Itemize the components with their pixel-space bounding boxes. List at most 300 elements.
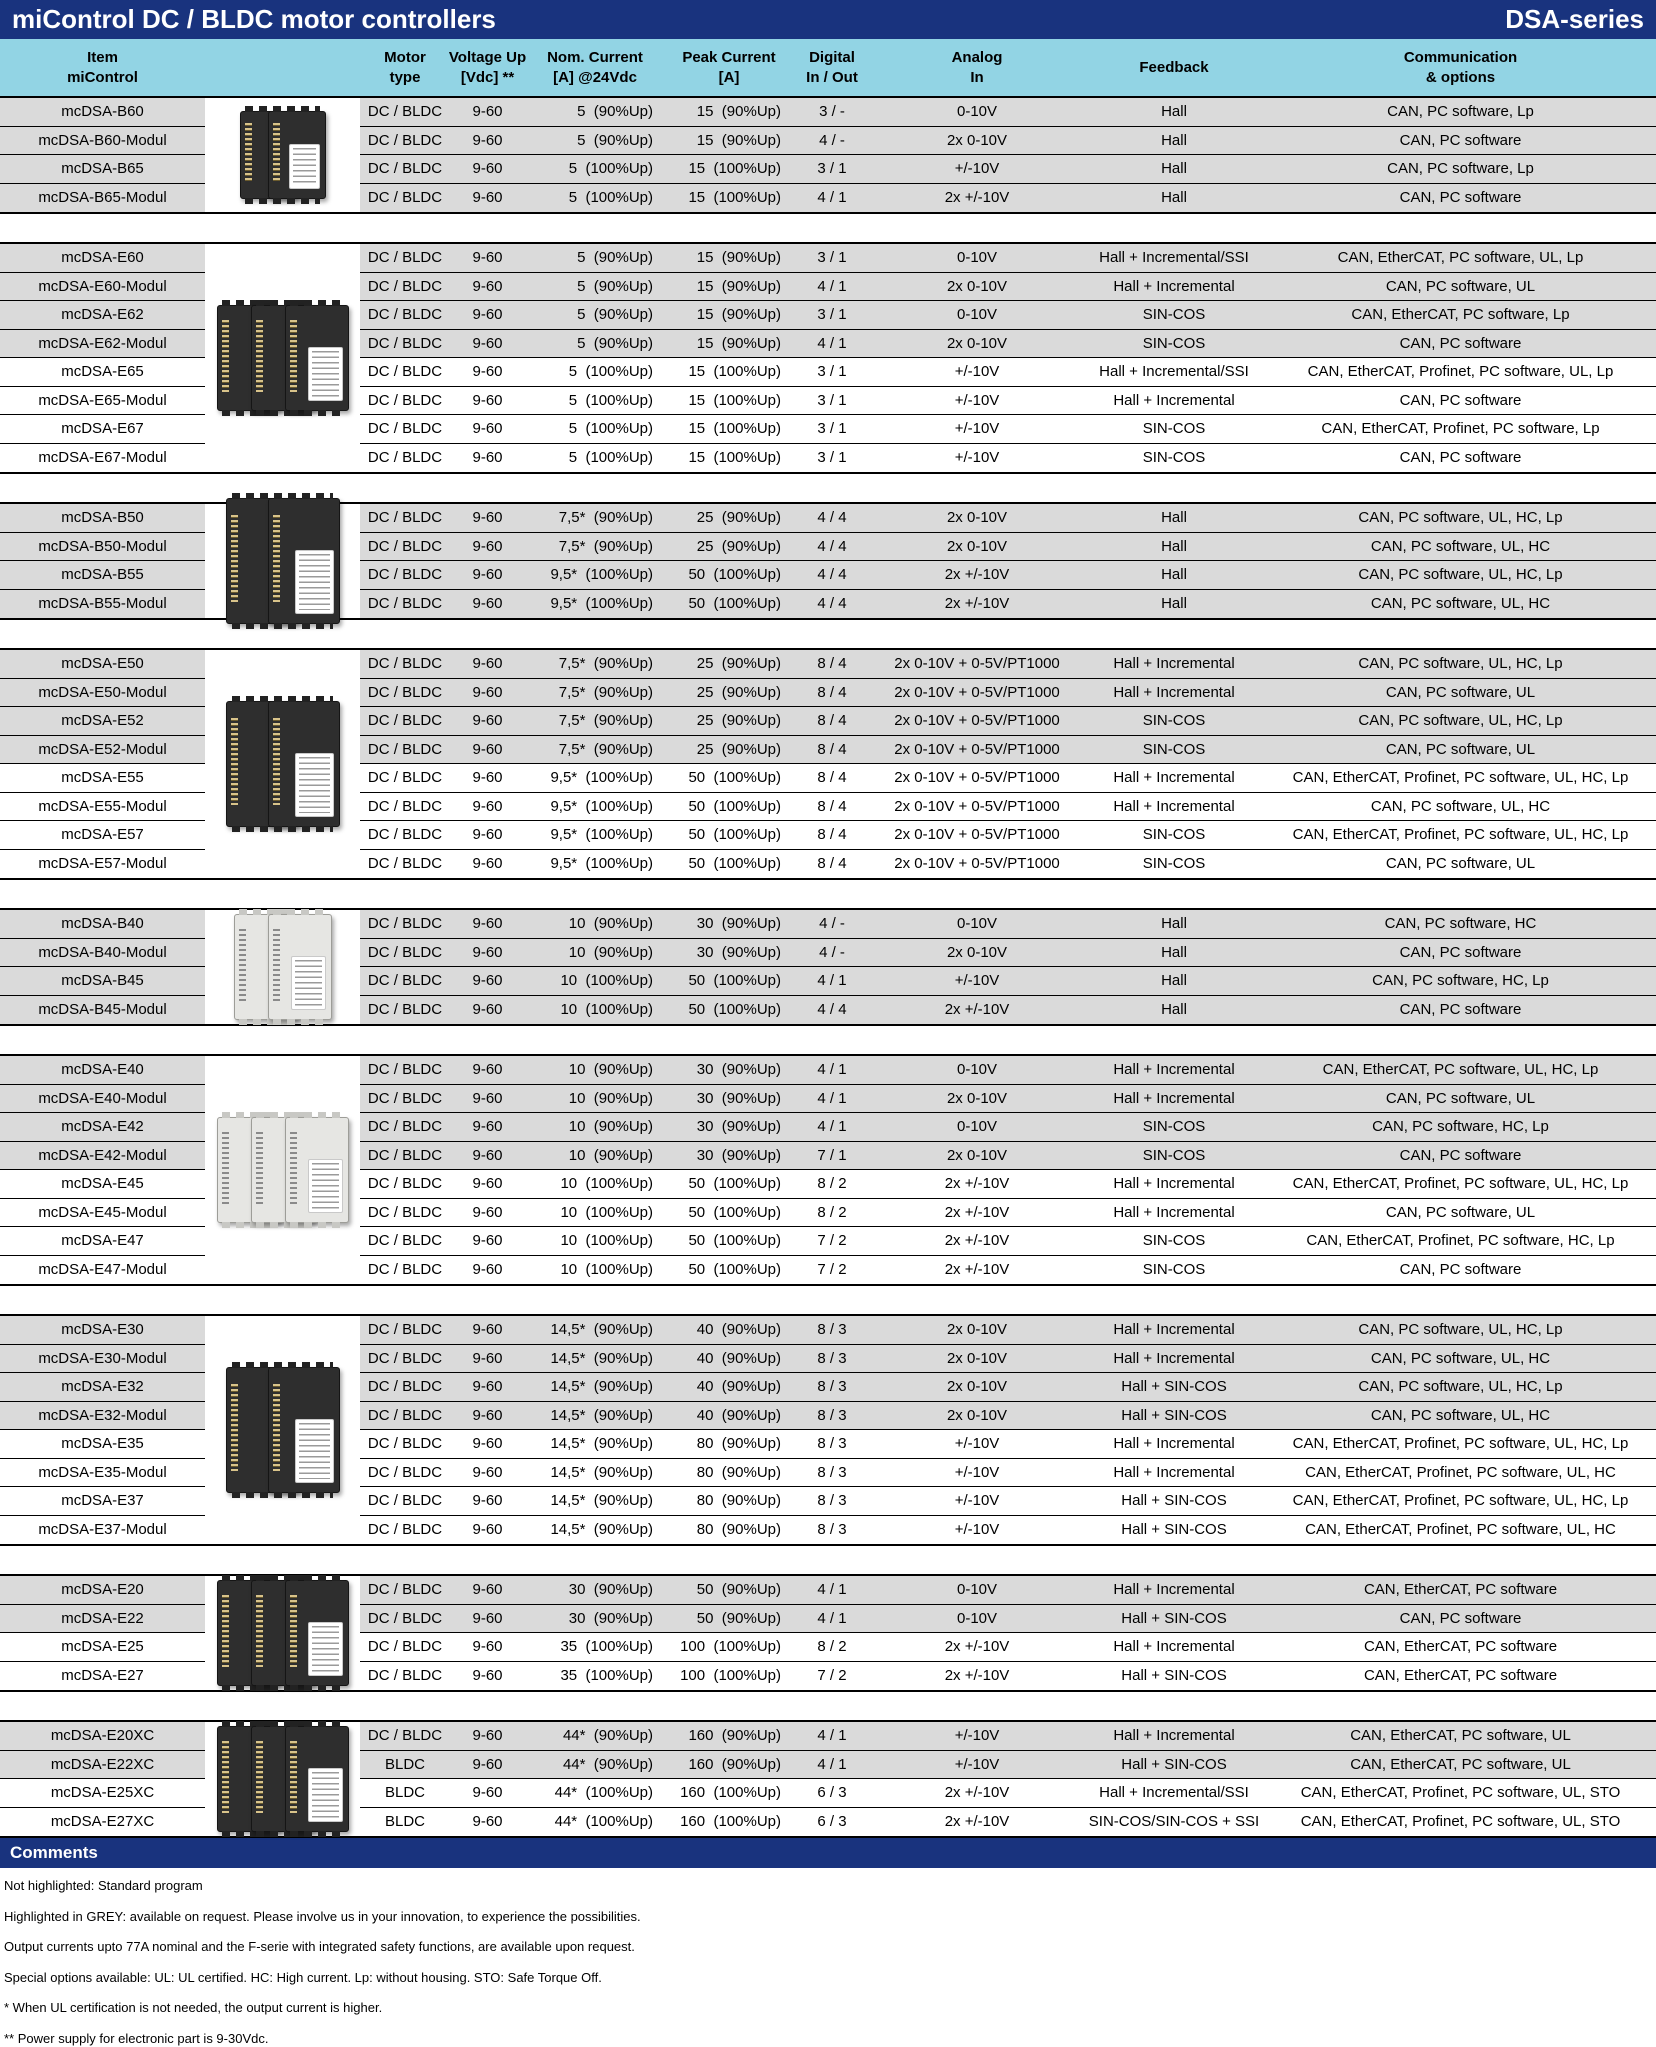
- cell-item: mcDSA-E22: [0, 1605, 205, 1634]
- cell-peak-current: 25 (90%Up): [665, 650, 793, 679]
- cell-voltage: 9-60: [450, 1605, 525, 1634]
- cell-motor-type: DC / BLDC: [360, 1085, 450, 1114]
- product-group: [0, 96, 1656, 214]
- cell-peak-current: 15 (100%Up): [688, 449, 781, 467]
- cell-feedback: Hall: [1083, 155, 1265, 184]
- cell-communication: CAN, PC software, Lp: [1265, 155, 1656, 184]
- cell-motor-type: BLDC: [360, 1779, 450, 1808]
- cell-peak-current: 80 (90%Up): [665, 1487, 793, 1516]
- cell-motor-type: DC / BLDC: [360, 1170, 450, 1199]
- product-photo-cell: [205, 910, 360, 1024]
- cell-motor-type: DC / BLDC: [360, 939, 450, 968]
- cell-communication: CAN, EtherCAT, PC software: [1265, 1576, 1656, 1605]
- cell-item: mcDSA-E25XC: [0, 1779, 205, 1808]
- cell-communication: CAN, PC software, UL, HC, Lp: [1265, 1373, 1656, 1402]
- cell-digital-io: 8 / 4: [793, 707, 871, 736]
- cell-communication: CAN, EtherCAT, PC software, UL: [1265, 1722, 1656, 1751]
- cell-motor-type: DC / BLDC: [360, 1402, 450, 1431]
- cell-communication: CAN, PC software, UL: [1265, 1085, 1656, 1114]
- comment-line: Special options available: UL: UL certified. HC: High current. Lp: without housing. STO: Safe Torque Off.: [4, 1969, 602, 1985]
- cell-digital-io: 4 / 1: [793, 273, 871, 302]
- cell-voltage: 9-60: [450, 679, 525, 708]
- cell-motor-type: DC / BLDC: [360, 764, 450, 793]
- cell-analog-in: +/-10V: [871, 1487, 1083, 1516]
- cell-feedback: Hall + Incremental: [1083, 1056, 1265, 1085]
- cell-communication: CAN, PC software, Lp: [1265, 98, 1656, 127]
- cell-analog-in: 2x 0-10V: [871, 1373, 1083, 1402]
- cell-analog-in: +/-10V: [871, 1459, 1083, 1488]
- cell-analog-in: 2x 0-10V + 0-5V/PT1000: [871, 736, 1083, 765]
- cell-communication: CAN, EtherCAT, Profinet, PC software, UL, Lp: [1265, 358, 1656, 387]
- cell-feedback: SIN-COS: [1083, 330, 1265, 359]
- cell-feedback: Hall: [1083, 98, 1265, 127]
- cell-analog-in: 2x +/-10V: [871, 561, 1083, 590]
- cell-feedback: Hall + Incremental: [1083, 1576, 1265, 1605]
- cell-nom-current: 7,5* (90%Up): [525, 650, 665, 679]
- cell-feedback: Hall: [1083, 996, 1265, 1025]
- cell-analog-in: +/-10V: [871, 1430, 1083, 1459]
- column-header-row: [0, 39, 1656, 96]
- cell-analog-in: 2x +/-10V: [871, 1199, 1083, 1228]
- cell-digital-io: 4 / -: [793, 127, 871, 156]
- comment-line: ** Power supply for electronic part is 9-30Vdc.: [4, 2030, 269, 2046]
- cell-item: mcDSA-E67: [0, 415, 205, 444]
- cell-analog-in: 2x 0-10V + 0-5V/PT1000: [871, 764, 1083, 793]
- product-photo: [234, 914, 332, 1020]
- cell-digital-io: 8 / 3: [793, 1373, 871, 1402]
- cell-nom-current: 9,5* (100%Up): [525, 590, 665, 619]
- cell-voltage: 9-60: [450, 650, 525, 679]
- cell-nom-current: 5 (90%Up): [525, 330, 665, 359]
- cell-voltage: 9-60: [472, 1521, 503, 1539]
- cell-item: mcDSA-B45: [0, 967, 205, 996]
- column-header: Digital In / Out: [806, 48, 858, 86]
- cell-motor-type: DC / BLDC: [367, 1261, 443, 1279]
- cell-nom-current: 35 (100%Up): [560, 1667, 653, 1685]
- cell-digital-io: 4 / 1: [793, 1576, 871, 1605]
- cell-digital-io: 8 / 3: [793, 1345, 871, 1374]
- cell-peak-current: 50 (100%Up): [665, 1227, 793, 1256]
- comments-section: [0, 1868, 1656, 2046]
- cell-analog-in: 2x 0-10V: [871, 127, 1083, 156]
- cell-feedback: Hall + SIN-COS: [1083, 1402, 1265, 1431]
- cell-feedback: Hall: [1083, 910, 1265, 939]
- cell-feedback: Hall + Incremental: [1083, 273, 1265, 302]
- cell-peak-current: 50 (100%Up): [665, 561, 793, 590]
- cell-item: mcDSA-E60-Modul: [0, 273, 205, 302]
- product-photo: [240, 111, 326, 199]
- cell-voltage: 9-60: [450, 1576, 525, 1605]
- cell-peak-current: 25 (90%Up): [665, 533, 793, 562]
- cell-motor-type: DC / BLDC: [360, 821, 450, 850]
- cell-nom-current: 14,5* (90%Up): [525, 1430, 665, 1459]
- cell-item: mcDSA-E50-Modul: [0, 679, 205, 708]
- cell-peak-current: 40 (90%Up): [665, 1345, 793, 1374]
- cell-analog-in: 2x 0-10V: [871, 504, 1083, 533]
- cell-communication: CAN, PC software: [1399, 449, 1522, 467]
- cell-motor-type: DC / BLDC: [360, 590, 450, 619]
- cell-nom-current: 9,5* (100%Up): [550, 855, 653, 873]
- cell-voltage: 9-60: [450, 184, 525, 213]
- cell-analog-in: 2x +/-10V: [944, 1667, 1010, 1685]
- cell-communication: CAN, PC software, HC, Lp: [1265, 1113, 1656, 1142]
- cell-peak-current: 25 (90%Up): [665, 736, 793, 765]
- cell-analog-in: 2x 0-10V: [871, 273, 1083, 302]
- cell-item: mcDSA-E42: [0, 1113, 205, 1142]
- cell-motor-type: DC / BLDC: [360, 1113, 450, 1142]
- cell-item: mcDSA-E27: [61, 1667, 144, 1685]
- cell-voltage: 9-60: [450, 273, 525, 302]
- cell-motor-type: BLDC: [384, 1813, 425, 1831]
- cell-nom-current: 30 (90%Up): [525, 1605, 665, 1634]
- cell-communication: CAN, PC software, UL: [1265, 273, 1656, 302]
- cell-voltage: 9-60: [450, 387, 525, 416]
- cell-voltage: 9-60: [450, 1113, 525, 1142]
- cell-communication: CAN, PC software: [1265, 1605, 1656, 1634]
- cell-peak-current: 50 (100%Up): [665, 793, 793, 822]
- cell-communication: CAN, PC software, UL, HC, Lp: [1265, 1316, 1656, 1345]
- cell-feedback: Hall + SIN-COS: [1121, 1521, 1227, 1539]
- cell-voltage: 9-60: [450, 1459, 525, 1488]
- cell-digital-io: 3 / 1: [817, 449, 847, 467]
- cell-feedback: Hall: [1083, 561, 1265, 590]
- cell-digital-io: 3 / 1: [793, 301, 871, 330]
- cell-nom-current: 10 (90%Up): [525, 1113, 665, 1142]
- product-photo: [217, 1580, 349, 1686]
- cell-digital-io: 8 / 3: [793, 1430, 871, 1459]
- cell-analog-in: 0-10V: [871, 301, 1083, 330]
- cell-peak-current: 15 (90%Up): [665, 301, 793, 330]
- cell-feedback: Hall: [1083, 590, 1265, 619]
- cell-item: mcDSA-E40: [0, 1056, 205, 1085]
- cell-communication: CAN, EtherCAT, Profinet, PC software, Lp: [1265, 415, 1656, 444]
- cell-analog-in: 2x 0-10V: [871, 939, 1083, 968]
- cell-analog-in: 2x 0-10V: [871, 533, 1083, 562]
- cell-motor-type: DC / BLDC: [367, 1521, 443, 1539]
- cell-voltage: 9-60: [450, 358, 525, 387]
- cell-motor-type: DC / BLDC: [360, 330, 450, 359]
- cell-digital-io: 4 / 1: [793, 1751, 871, 1780]
- cell-analog-in: 2x +/-10V: [871, 1227, 1083, 1256]
- cell-item: mcDSA-B40-Modul: [0, 939, 205, 968]
- cell-item: mcDSA-B55: [0, 561, 205, 590]
- cell-analog-in: 0-10V: [871, 98, 1083, 127]
- cell-peak-current: 160 (100%Up): [665, 1779, 793, 1808]
- product-photo-cell: [205, 1056, 360, 1284]
- cell-digital-io: 7 / 2: [817, 1261, 847, 1279]
- cell-digital-io: 4 / 1: [793, 1113, 871, 1142]
- cell-item: mcDSA-E45-Modul: [0, 1199, 205, 1228]
- cell-nom-current: 5 (90%Up): [525, 244, 665, 273]
- cell-communication: CAN, PC software, UL, HC: [1265, 590, 1656, 619]
- cell-voltage: 9-60: [450, 244, 525, 273]
- cell-feedback: Hall: [1083, 533, 1265, 562]
- cell-voltage: 9-60: [450, 1316, 525, 1345]
- cell-digital-io: 8 / 4: [793, 650, 871, 679]
- cell-feedback: Hall: [1083, 127, 1265, 156]
- cell-nom-current: 44* (100%Up): [554, 1813, 653, 1831]
- cell-motor-type: DC / BLDC: [360, 1199, 450, 1228]
- cell-item: mcDSA-E47: [0, 1227, 205, 1256]
- cell-nom-current: 14,5* (90%Up): [525, 1402, 665, 1431]
- product-group: [0, 1720, 1656, 1838]
- cell-analog-in: 2x +/-10V: [871, 1779, 1083, 1808]
- cell-motor-type: DC / BLDC: [360, 1459, 450, 1488]
- cell-nom-current: 7,5* (90%Up): [525, 533, 665, 562]
- cell-voltage: 9-60: [450, 764, 525, 793]
- column-header: Feedback: [1139, 58, 1209, 76]
- cell-nom-current: 14,5* (90%Up): [525, 1459, 665, 1488]
- column-header: Communication & options: [1403, 48, 1518, 86]
- cell-nom-current: 10 (90%Up): [525, 1056, 665, 1085]
- cell-feedback: Hall + SIN-COS: [1083, 1605, 1265, 1634]
- cell-feedback: Hall + Incremental: [1083, 1345, 1265, 1374]
- cell-voltage: 9-60: [450, 1142, 525, 1171]
- cell-nom-current: 10 (90%Up): [525, 1142, 665, 1171]
- product-photo: [226, 498, 340, 624]
- cell-nom-current: 14,5* (90%Up): [550, 1521, 653, 1539]
- cell-item: mcDSA-E65-Modul: [0, 387, 205, 416]
- cell-motor-type: DC / BLDC: [360, 1345, 450, 1374]
- cell-peak-current: 100 (100%Up): [665, 1633, 793, 1662]
- cell-analog-in: 2x +/-10V: [871, 184, 1083, 213]
- cell-digital-io: 8 / 4: [793, 793, 871, 822]
- cell-analog-in: 2x +/-10V: [944, 1261, 1010, 1279]
- cell-digital-io: 8 / 3: [817, 1521, 847, 1539]
- cell-feedback: Hall + Incremental: [1083, 387, 1265, 416]
- cell-peak-current: 15 (100%Up): [665, 184, 793, 213]
- cell-communication: CAN, EtherCAT, Profinet, PC software, UL, HC, Lp: [1265, 1170, 1656, 1199]
- cell-item: mcDSA-E57-Modul: [38, 855, 167, 873]
- cell-motor-type: DC / BLDC: [360, 273, 450, 302]
- cell-motor-type: DC / BLDC: [360, 127, 450, 156]
- product-photo: [217, 305, 349, 411]
- cell-feedback: Hall + Incremental: [1083, 793, 1265, 822]
- cell-motor-type: DC / BLDC: [360, 1142, 450, 1171]
- cell-item: mcDSA-E60: [0, 244, 205, 273]
- cell-motor-type: DC / BLDC: [360, 1722, 450, 1751]
- cell-nom-current: 5 (100%Up): [525, 358, 665, 387]
- cell-communication: CAN, PC software, UL: [1265, 679, 1656, 708]
- cell-peak-current: 50 (100%Up): [665, 1170, 793, 1199]
- title-bar: [0, 0, 1656, 39]
- cell-digital-io: 4 / 1: [793, 1722, 871, 1751]
- cell-voltage: 9-60: [472, 1813, 503, 1831]
- cell-item: mcDSA-E27XC: [50, 1813, 155, 1831]
- cell-peak-current: 25 (90%Up): [665, 504, 793, 533]
- cell-analog-in: 2x 0-10V + 0-5V/PT1000: [894, 855, 1060, 873]
- cell-voltage: 9-60: [450, 155, 525, 184]
- cell-nom-current: 7,5* (90%Up): [525, 736, 665, 765]
- cell-feedback: SIN-COS: [1142, 1261, 1206, 1279]
- cell-digital-io: 8 / 4: [793, 736, 871, 765]
- cell-peak-current: 100 (100%Up): [680, 1667, 781, 1685]
- cell-nom-current: 7,5* (90%Up): [525, 504, 665, 533]
- column-header: Peak Current [A]: [682, 48, 776, 86]
- cell-communication: CAN, PC software: [1265, 330, 1656, 359]
- cell-voltage: 9-60: [450, 504, 525, 533]
- cell-communication: CAN, EtherCAT, Profinet, PC software, HC, Lp: [1265, 1227, 1656, 1256]
- cell-motor-type: DC / BLDC: [367, 1667, 443, 1685]
- cell-peak-current: 80 (90%Up): [696, 1521, 781, 1539]
- cell-communication: CAN, PC software: [1265, 127, 1656, 156]
- cell-item: mcDSA-E67-Modul: [38, 449, 167, 467]
- cell-item: mcDSA-E47-Modul: [38, 1261, 167, 1279]
- cell-communication: CAN, PC software, HC, Lp: [1265, 967, 1656, 996]
- cell-feedback: Hall + Incremental: [1083, 1430, 1265, 1459]
- cell-item: mcDSA-E55: [0, 764, 205, 793]
- cell-communication: CAN, EtherCAT, Profinet, PC software, UL, HC, Lp: [1265, 764, 1656, 793]
- cell-peak-current: 25 (90%Up): [665, 707, 793, 736]
- product-group: [0, 502, 1656, 620]
- cell-digital-io: 8 / 3: [793, 1487, 871, 1516]
- cell-communication: CAN, EtherCAT, Profinet, PC software, UL, HC: [1265, 1459, 1656, 1488]
- product-photo: [217, 1117, 349, 1223]
- cell-peak-current: 25 (90%Up): [665, 679, 793, 708]
- cell-item: mcDSA-E37: [0, 1487, 205, 1516]
- cell-peak-current: 50 (100%Up): [665, 967, 793, 996]
- product-group: [0, 908, 1656, 1026]
- cell-analog-in: +/-10V: [871, 1751, 1083, 1780]
- cell-feedback: Hall + SIN-COS: [1121, 1667, 1227, 1685]
- cell-nom-current: 5 (100%Up): [525, 387, 665, 416]
- column-header: Voltage Up [Vdc] **: [448, 48, 527, 86]
- cell-communication: CAN, EtherCAT, PC software: [1363, 1667, 1558, 1685]
- cell-digital-io: 8 / 4: [793, 821, 871, 850]
- cell-nom-current: 9,5* (100%Up): [525, 764, 665, 793]
- cell-nom-current: 10 (100%Up): [525, 1199, 665, 1228]
- cell-peak-current: 160 (90%Up): [665, 1751, 793, 1780]
- cell-item: mcDSA-E50: [0, 650, 205, 679]
- cell-feedback: Hall + Incremental: [1083, 1085, 1265, 1114]
- cell-nom-current: 7,5* (90%Up): [525, 679, 665, 708]
- cell-communication: CAN, PC software, UL, HC, Lp: [1265, 561, 1656, 590]
- cell-peak-current: 160 (90%Up): [665, 1722, 793, 1751]
- cell-item: mcDSA-E20: [0, 1576, 205, 1605]
- cell-peak-current: 40 (90%Up): [665, 1402, 793, 1431]
- cell-digital-io: 4 / 4: [793, 561, 871, 590]
- cell-feedback: Hall + Incremental: [1083, 1722, 1265, 1751]
- cell-feedback: Hall + Incremental: [1083, 679, 1265, 708]
- cell-digital-io: 3 / -: [793, 98, 871, 127]
- cell-peak-current: 50 (100%Up): [688, 855, 781, 873]
- cell-communication: CAN, EtherCAT, Profinet, PC software, UL, HC, Lp: [1265, 1430, 1656, 1459]
- cell-peak-current: 15 (90%Up): [665, 273, 793, 302]
- cell-analog-in: 2x 0-10V: [871, 330, 1083, 359]
- cell-nom-current: 10 (90%Up): [525, 939, 665, 968]
- column-header: Analog In: [951, 48, 1003, 86]
- cell-communication: CAN, PC software, UL, HC, Lp: [1265, 650, 1656, 679]
- cell-nom-current: 10 (90%Up): [525, 910, 665, 939]
- comments-header: [0, 1838, 1656, 1868]
- cell-peak-current: 50 (90%Up): [665, 1576, 793, 1605]
- cell-digital-io: 3 / 1: [793, 155, 871, 184]
- cell-peak-current: 50 (100%Up): [665, 764, 793, 793]
- cell-digital-io: 6 / 3: [793, 1779, 871, 1808]
- cell-peak-current: 40 (90%Up): [665, 1373, 793, 1402]
- cell-digital-io: 7 / 1: [793, 1142, 871, 1171]
- cell-motor-type: DC / BLDC: [360, 1373, 450, 1402]
- product-photo-cell: [205, 1316, 360, 1544]
- cell-communication: CAN, EtherCAT, Profinet, PC software, UL, HC, Lp: [1265, 1487, 1656, 1516]
- cell-item: mcDSA-E32-Modul: [0, 1402, 205, 1431]
- cell-analog-in: +/-10V: [871, 155, 1083, 184]
- cell-feedback: SIN-COS: [1083, 1142, 1265, 1171]
- cell-peak-current: 15 (100%Up): [665, 358, 793, 387]
- cell-peak-current: 30 (90%Up): [665, 1085, 793, 1114]
- cell-nom-current: 9,5* (100%Up): [525, 821, 665, 850]
- cell-feedback: SIN-COS: [1083, 1227, 1265, 1256]
- cell-feedback: Hall + SIN-COS: [1083, 1373, 1265, 1402]
- cell-feedback: SIN-COS/SIN-COS + SSI: [1088, 1813, 1260, 1831]
- cell-item: mcDSA-B60-Modul: [0, 127, 205, 156]
- product-photo-cell: [205, 1576, 360, 1690]
- cell-analog-in: 2x 0-10V + 0-5V/PT1000: [871, 821, 1083, 850]
- cell-analog-in: 2x 0-10V + 0-5V/PT1000: [871, 793, 1083, 822]
- cell-nom-current: 9,5* (100%Up): [525, 561, 665, 590]
- cell-analog-in: +/-10V: [871, 967, 1083, 996]
- cell-feedback: SIN-COS: [1142, 855, 1206, 873]
- cell-digital-io: 7 / 2: [817, 1667, 847, 1685]
- cell-analog-in: 2x +/-10V: [871, 1170, 1083, 1199]
- cell-nom-current: 10 (100%Up): [525, 967, 665, 996]
- cell-analog-in: 2x +/-10V: [871, 590, 1083, 619]
- cell-nom-current: 10 (100%Up): [525, 996, 665, 1025]
- cell-feedback: Hall + Incremental: [1083, 1316, 1265, 1345]
- cell-communication: CAN, PC software, UL: [1385, 855, 1536, 873]
- cell-feedback: SIN-COS: [1083, 1113, 1265, 1142]
- cell-feedback: Hall + Incremental/SSI: [1083, 244, 1265, 273]
- comment-line: Not highlighted: Standard program: [4, 1878, 203, 1893]
- cell-peak-current: 30 (90%Up): [665, 910, 793, 939]
- cell-item: mcDSA-E25: [0, 1633, 205, 1662]
- cell-voltage: 9-60: [450, 330, 525, 359]
- cell-analog-in: 2x 0-10V + 0-5V/PT1000: [871, 650, 1083, 679]
- cell-item: mcDSA-B40: [0, 910, 205, 939]
- product-group: [0, 1054, 1656, 1286]
- cell-digital-io: 4 / 1: [793, 184, 871, 213]
- cell-feedback: Hall + Incremental: [1083, 1199, 1265, 1228]
- cell-communication: CAN, PC software, UL, HC: [1265, 1402, 1656, 1431]
- product-photo: [217, 1726, 349, 1832]
- cell-nom-current: 14,5* (90%Up): [525, 1316, 665, 1345]
- cell-peak-current: 30 (90%Up): [665, 939, 793, 968]
- cell-digital-io: 3 / 1: [793, 415, 871, 444]
- cell-analog-in: +/-10V: [954, 449, 1000, 467]
- cell-peak-current: 80 (90%Up): [665, 1430, 793, 1459]
- cell-digital-io: 4 / 4: [793, 504, 871, 533]
- cell-peak-current: 160 (100%Up): [680, 1813, 781, 1831]
- cell-peak-current: 15 (90%Up): [665, 98, 793, 127]
- cell-analog-in: 0-10V: [871, 1576, 1083, 1605]
- cell-motor-type: DC / BLDC: [360, 415, 450, 444]
- cell-nom-current: 35 (100%Up): [525, 1633, 665, 1662]
- cell-nom-current: 5 (100%Up): [525, 155, 665, 184]
- cell-communication: CAN, PC software, UL, HC: [1265, 793, 1656, 822]
- cell-voltage: 9-60: [450, 1402, 525, 1431]
- cell-peak-current: 50 (100%Up): [665, 590, 793, 619]
- product-group: [0, 1314, 1656, 1546]
- cell-communication: CAN, PC software, UL, HC: [1265, 1345, 1656, 1374]
- cell-motor-type: DC / BLDC: [360, 301, 450, 330]
- product-group: [0, 648, 1656, 880]
- cell-communication: CAN, PC software, UL: [1265, 1199, 1656, 1228]
- cell-feedback: Hall: [1083, 939, 1265, 968]
- cell-item: mcDSA-B45-Modul: [0, 996, 205, 1025]
- cell-nom-current: 5 (90%Up): [525, 127, 665, 156]
- comments-title: Comments: [10, 1843, 98, 1862]
- cell-motor-type: DC / BLDC: [360, 184, 450, 213]
